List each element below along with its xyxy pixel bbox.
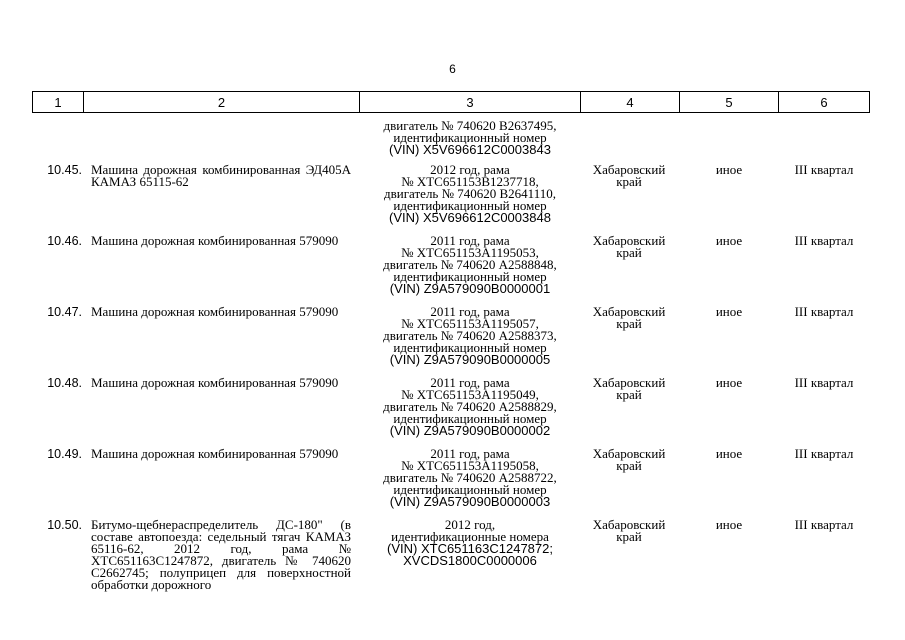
kind: иное: [715, 446, 743, 461]
kind: иное: [715, 233, 743, 248]
column-header-row: [33, 92, 870, 113]
column-header-table: [32, 91, 870, 113]
description-line: двигатель № 740620 А2588848,: [383, 257, 557, 272]
description-line: 2011 год, рама: [430, 304, 510, 319]
description-line: 2011 год, рама: [430, 233, 510, 248]
region: Хабаровский край: [592, 304, 666, 331]
description-line: 2012 год, рама: [430, 162, 510, 177]
description-line: (VIN) Z9A579090B0000001: [389, 281, 551, 296]
row-number: 10.47.: [47, 305, 82, 319]
description-line: (VIN) X5V696612C0003848: [389, 210, 551, 225]
row-number: 10.49.: [47, 447, 82, 461]
column-header-1: 1: [33, 92, 84, 113]
column-header-2: 2: [84, 92, 360, 113]
description-line: № ХТС651153А1195053,: [401, 245, 539, 260]
row-number: 10.46.: [47, 234, 82, 248]
quarter: III квартал: [794, 517, 854, 532]
kind: иное: [715, 517, 743, 532]
region: Хабаровский край: [592, 233, 666, 260]
description-line: № ХТС651153А1195058,: [401, 458, 539, 473]
description-line: идентификационный номер: [393, 269, 547, 284]
description-line: (VIN) Z9A579090B0000005: [389, 352, 551, 367]
description-line: идентификационный номер: [393, 198, 547, 213]
description-line: 2011 год, рама: [430, 375, 510, 390]
description-line: (VIN) Z9A579090B0000003: [389, 494, 551, 509]
description-line: идентификационный номер: [393, 411, 547, 426]
vehicle-description: [362, 306, 578, 366]
kind: иное: [715, 304, 743, 319]
column-header-4: 4: [581, 92, 680, 113]
description-line: № ХТС651153А1195057,: [401, 316, 539, 331]
description-line: идентификационные номера: [391, 529, 549, 544]
vehicle-name: Машина дорожная комбинированная ЭД405А КАМАЗ 65115-62: [91, 162, 351, 189]
vehicle-name: Машина дорожная комбинированная 579090: [91, 446, 339, 461]
quarter: III квартал: [794, 375, 854, 390]
region: Хабаровский край: [592, 375, 666, 402]
kind: иное: [715, 375, 743, 390]
vehicle-name: Битумо-щебнераспределитель ДС-180" (в составе автопоезда: седельный тягач КАМАЗ 65116-62, 2012 год, рама № ХТС651163С1247872, двигатель № 740620 С2662745; полуприцеп для поверхностной обработки дорожного: [91, 517, 351, 592]
description-line: двигатель № 740620 В2641110,: [384, 186, 556, 201]
description-line: XVCDS1800C0000006: [403, 553, 537, 568]
page-number: 6: [449, 62, 456, 76]
quarter: III квартал: [794, 446, 854, 461]
description-line: (VIN) ХТС651163С1247872;: [387, 541, 553, 556]
kind: иное: [715, 162, 743, 177]
quarter: III квартал: [794, 162, 854, 177]
region: Хабаровский край: [592, 517, 666, 544]
description-line: двигатель № 740620 А2588829,: [383, 399, 557, 414]
description-line: (VIN) Z9A579090B0000002: [389, 423, 551, 438]
description-line: двигатель № 740620 А2588722,: [383, 470, 557, 485]
vehicle-description: [362, 519, 578, 567]
description-line: 2012 год,: [444, 517, 496, 532]
region: Хабаровский край: [592, 162, 666, 189]
column-header-3: 3: [360, 92, 581, 113]
quarter: III квартал: [794, 304, 854, 319]
vehicle-name: Машина дорожная комбинированная 579090: [91, 233, 339, 248]
description-line: идентификационный номер: [393, 340, 547, 355]
description-line: идентификационный номер: [393, 482, 547, 497]
vehicle-description: [362, 377, 578, 437]
row-number: 10.45.: [47, 163, 82, 177]
row-number: 10.50.: [47, 518, 82, 532]
continuation-line: двигатель № 740620 В2637495,: [383, 118, 557, 133]
vehicle-name: Машина дорожная комбинированная 579090: [91, 304, 339, 319]
continuation-description: [362, 120, 578, 156]
continuation-line: идентификационный номер: [393, 130, 547, 145]
quarter: III квартал: [794, 233, 854, 248]
description-line: 2011 год, рама: [430, 446, 510, 461]
description-line: двигатель № 740620 А2588373,: [383, 328, 557, 343]
vehicle-description: [362, 448, 578, 508]
vehicle-description: [362, 164, 578, 224]
description-line: № ХТС651153А1195049,: [401, 387, 539, 402]
row-number: 10.48.: [47, 376, 82, 390]
continuation-line: (VIN) X5V696612C0003843: [389, 142, 551, 157]
vehicle-description: [362, 235, 578, 295]
column-header-6: 6: [779, 92, 870, 113]
description-line: № ХТС651153В1237718,: [401, 174, 539, 189]
vehicle-name: Машина дорожная комбинированная 579090: [91, 375, 339, 390]
column-header-5: 5: [680, 92, 779, 113]
region: Хабаровский край: [592, 446, 666, 473]
